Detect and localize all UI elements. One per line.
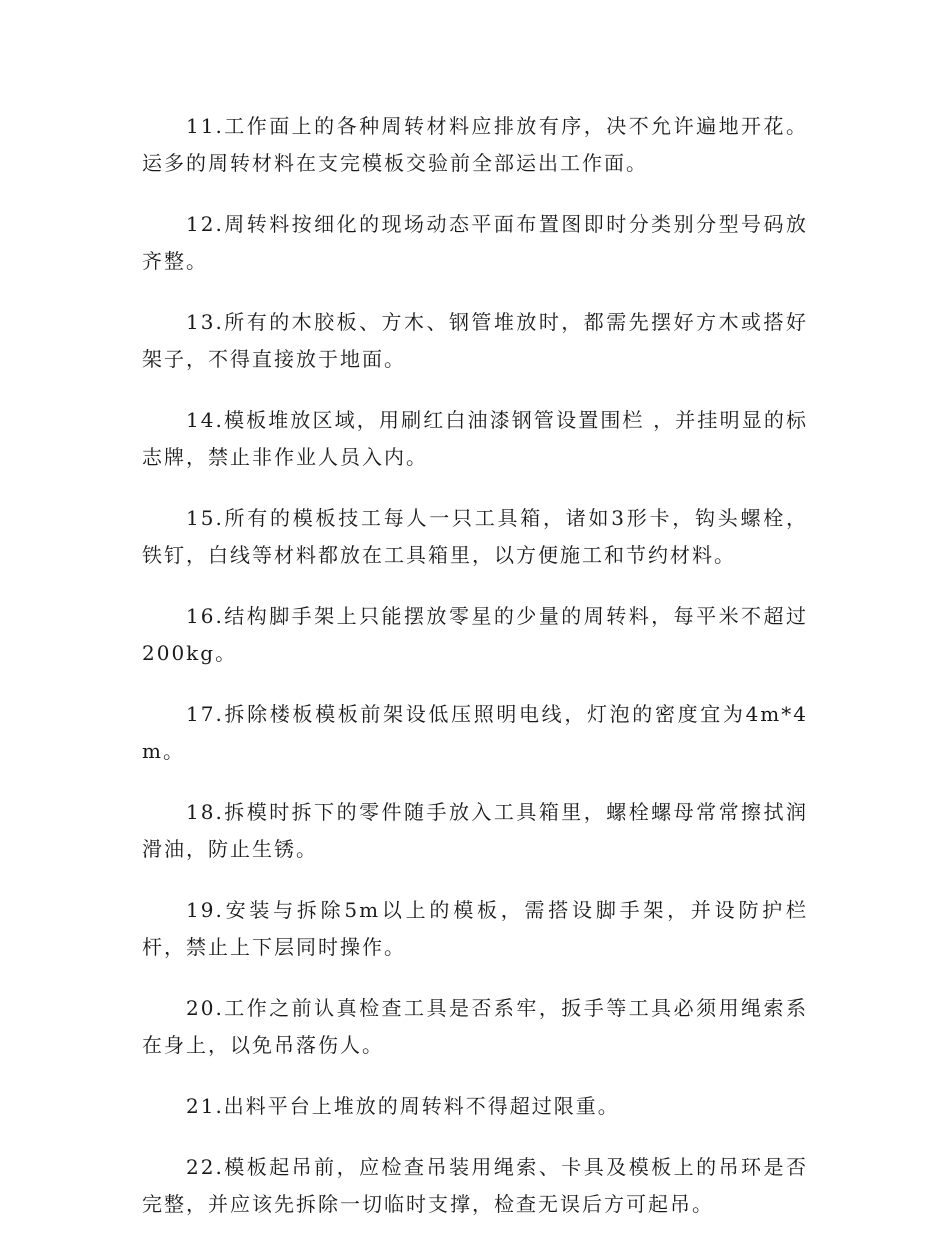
paragraph-17: 17.拆除楼板模板前架设低压照明电线，灯泡的密度宜为4m*4m。 [142,702,808,763]
paragraph-16: 16.结构脚手架上只能摆放零星的少量的周转料，每平米不超过200kg。 [142,604,808,665]
paragraph-22: 22.模板起吊前，应检查吊装用绳索、卡具及模板上的吊环是否完整，并应该先拆除一切临时支撑，检查无误后方可起吊。 [142,1155,808,1216]
paragraph-12: 12.周转料按细化的现场动态平面布置图即时分类别分型号码放齐整。 [142,212,808,273]
paragraph-18: 18.拆模时拆下的零件随手放入工具箱里，螺栓螺母常常擦拭润滑油，防止生锈。 [142,800,808,861]
document-body [142,108,808,1247]
paragraph-13: 13.所有的木胶板、方木、钢管堆放时，都需先摆好方木或搭好架子，不得直接放于地面。 [142,310,808,371]
paragraph-11: 11.工作面上的各种周转材料应排放有序，决不允许遍地开花。运多的周转材料在支完模板交验前全部运出工作面。 [142,114,808,175]
paragraph-19: 19.安装与拆除5m以上的模板，需搭设脚手架，并设防护栏杆，禁止上下层同时操作。 [142,898,808,959]
paragraph-20: 20.工作之前认真检查工具是否系牢，扳手等工具必须用绳索系在身上，以免吊落伤人。 [142,996,808,1057]
paragraph-14: 14.模板堆放区域，用刷红白油漆钢管设置围栏 ，并挂明显的标志牌，禁止非作业人员入内。 [142,408,808,469]
paragraph-21: 21.出料平台上堆放的周转料不得超过限重。 [186,1094,620,1118]
paragraph-15: 15.所有的模板技工每人一只工具箱，诸如3形卡，钩头螺栓，铁钉，白线等材料都放在工具箱里，以方便施工和节约材料。 [142,506,808,567]
